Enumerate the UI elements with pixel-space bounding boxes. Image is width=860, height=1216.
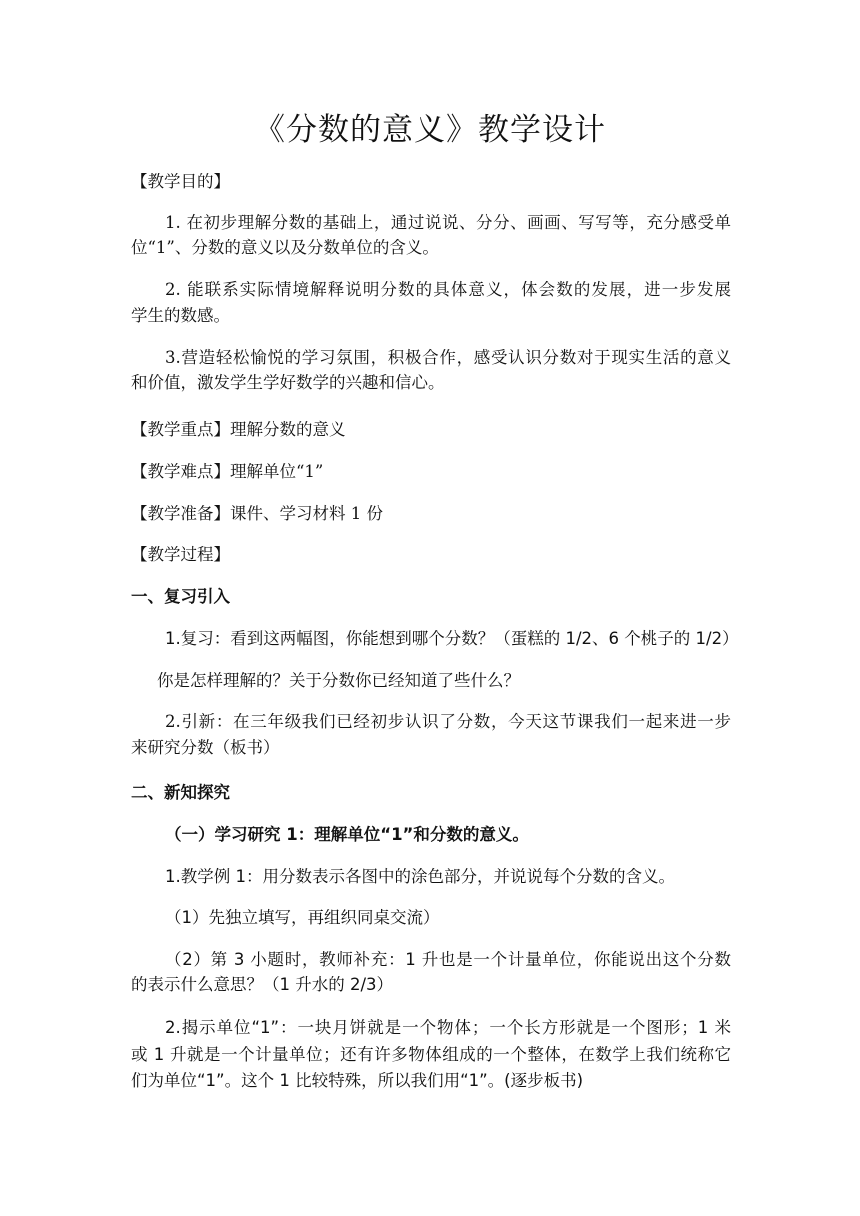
step-2-line-2: 的表示什么意思？（1 升水的 2/3）: [131, 975, 394, 994]
reveal-line-2: 或 1 升就是一个计量单位；还有许多物体组成的一个整体，在数学上我们统称它: [131, 1045, 731, 1064]
step-1: （1）先独立填写，再组织同桌交流）: [165, 908, 440, 927]
sub-section-heading: （一）学习研究 1：理解单位“1”和分数的意义。: [165, 825, 529, 844]
goal-2-line-2: 学生的数感。: [131, 306, 230, 325]
reveal-line-3: 们为单位“1”。这个 1 比较特殊，所以我们用“1”。(逐步板书): [131, 1071, 584, 1090]
goal-3-line-1: 3.营造轻松愉悦的学习氛围，积极合作，感受认识分数对于现实生活的意义: [165, 348, 731, 367]
goal-2-line-1: 2. 能联系实际情境解释说明分数的具体意义，体会数的发展，进一步发展: [165, 280, 731, 299]
preparation: 【教学准备】课件、学习材料 1 份: [131, 504, 383, 523]
goal-1-line-2: 位“1”、分数的意义以及分数单位的含义。: [131, 238, 439, 257]
example-item: 1.教学例 1：用分数表示各图中的涂色部分，并说说每个分数的含义。: [165, 867, 675, 886]
intro-line-2: 来研究分数（板书）: [131, 738, 280, 757]
goal-1-line-1: 1. 在初步理解分数的基础上，通过说说、分分、画画、写写等，充分感受单: [165, 213, 731, 232]
intro-line-1: 2.引新：在三年级我们已经初步认识了分数，今天这节课我们一起来进一步: [165, 712, 731, 731]
difficulty: 【教学难点】理解单位“1”: [131, 462, 324, 481]
goal-3-line-2: 和价值，激发学生学好数学的兴趣和信心。: [131, 373, 445, 392]
goals-heading: 【教学目的】: [131, 172, 230, 191]
document-title: 《分数的意义》教学设计: [254, 112, 606, 148]
section-2-heading: 二、新知探究: [131, 783, 230, 802]
step-2-line-1: （2）第 3 小题时，教师补充：1 升也是一个计量单位，你能说出这个分数: [165, 950, 731, 969]
review-item: 1.复习：看到这两幅图，你能想到哪个分数？（蛋糕的 1/2、6 个桃子的 1/2）: [165, 629, 739, 648]
process-heading: 【教学过程】: [131, 545, 230, 564]
key-point: 【教学重点】理解分数的意义: [131, 420, 346, 439]
review-question: 你是怎样理解的？关于分数你已经知道了些什么？: [157, 671, 520, 690]
section-1-heading: 一、复习引入: [131, 587, 230, 606]
reveal-line-1: 2.揭示单位“1”：一块月饼就是一个物体；一个长方形就是一个图形；1 米: [165, 1018, 731, 1037]
